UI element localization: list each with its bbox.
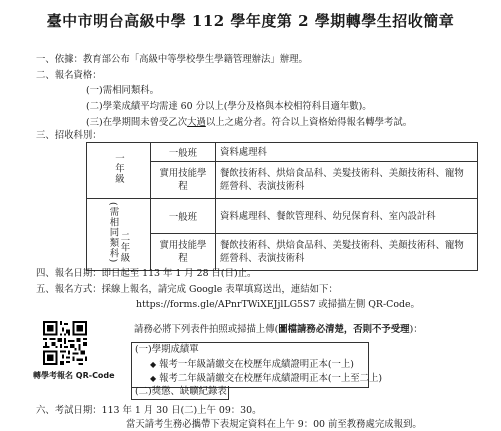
grade-1-label: 一年級 bbox=[113, 153, 124, 185]
section-basis: 一、依據：教育部公布「高級中等學校學生學籍管理辦法」辦理。 bbox=[36, 54, 308, 65]
section-eligibility-heading: 二、報名資格： bbox=[36, 70, 102, 81]
section-registration-date: 四、報名日期：即日起至 113 年 1 月 28 日(日)止。 bbox=[36, 268, 257, 279]
documents-instruction-end: )： bbox=[409, 324, 423, 335]
section-exam-date: 六、考試日期：113 年 1 月 30 日(二)上午 09：30。 bbox=[36, 405, 262, 416]
documents-item-2 bbox=[150, 373, 382, 385]
documents-item-1 bbox=[150, 359, 354, 371]
eligibility-item-3: (三)在學期間未曾受乙次大過以上之處分者。符合以上資格始得報名轉學考試。 bbox=[86, 117, 413, 128]
documents-instruction bbox=[134, 324, 423, 336]
bullet-icon: ◆ bbox=[150, 360, 157, 369]
documents-group-1: (一)學期成績單 bbox=[135, 344, 199, 355]
documents-box-2 bbox=[131, 386, 229, 400]
bullet-icon: ◆ bbox=[150, 374, 157, 383]
grade1-practical-depts: 餐飲技術科、烘焙食品科、美髮技術科、美顏技術科、寵物經營科、表演技術科 bbox=[216, 162, 478, 199]
documents-group-2: (二)獎懲、缺曠紀錄表 bbox=[135, 386, 227, 397]
documents-warning: 圖檔請務必清楚，否則不予受理 bbox=[278, 324, 410, 335]
departments-table bbox=[86, 142, 478, 271]
practical-program-label: 實用技能學程 bbox=[151, 162, 216, 199]
grade2-practical-depts: 餐飲技術科、烘焙食品科、美髮技術科、美顏技術科、寵物經營科、表演技術科 bbox=[216, 234, 478, 271]
qr-code-icon[interactable] bbox=[43, 321, 87, 365]
documents-box bbox=[131, 342, 383, 388]
grade2-general-depts: 資料處理科、餐飲管理科、幼兒保育科、室內設計科 bbox=[216, 199, 478, 234]
document-title: 臺中市明台高級中學 112 學年度第 2 學期轉學生招收簡章 bbox=[46, 12, 455, 30]
section-departments-heading: 三、招收科別： bbox=[36, 130, 102, 141]
grade-2-note: (需相同類科) bbox=[107, 202, 119, 264]
eligibility-item-2: (二)學業成績平均需達 60 分以上(學分及格與本校相符科目適年數)。 bbox=[86, 101, 372, 112]
grade-1-cell bbox=[87, 143, 151, 199]
practical-program-label-2: 實用技能學程 bbox=[151, 234, 216, 271]
documents-item-1-text: 報考一年級請繳交在校歷年成績證明正本(一上) bbox=[159, 359, 354, 370]
documents-item-2-text: 報考二年級請繳交在校歷年成績證明正本(一上至二上) bbox=[159, 373, 383, 384]
qr-code-label: 轉學考報名 QR-Code bbox=[33, 371, 115, 380]
documents-instruction-text: 請務必將下列表件拍照或掃描上傳( bbox=[134, 324, 279, 335]
general-class-label-2: 一般班 bbox=[151, 199, 216, 234]
grade-2-label: 二年級 bbox=[118, 232, 130, 264]
eligibility-item-1: (一)需相同類科。 bbox=[86, 85, 159, 96]
registration-link[interactable]: https://forms.gle/APnrTWiXEJjlLG5S7 或掃描左側 QR-Code。 bbox=[136, 299, 420, 310]
grade-2-cell bbox=[87, 199, 151, 271]
grade1-general-depts: 資料處理科 bbox=[216, 143, 478, 162]
section-registration-method: 五、報名方式：採線上報名，請完成 Google 表單填寫送出，連結如下： bbox=[36, 284, 338, 295]
exam-checkin-note: 當天請考生務必攜帶下表規定資料在上午 9：00 前至教務處完成報到。 bbox=[126, 419, 422, 430]
general-class-label: 一般班 bbox=[151, 143, 216, 162]
